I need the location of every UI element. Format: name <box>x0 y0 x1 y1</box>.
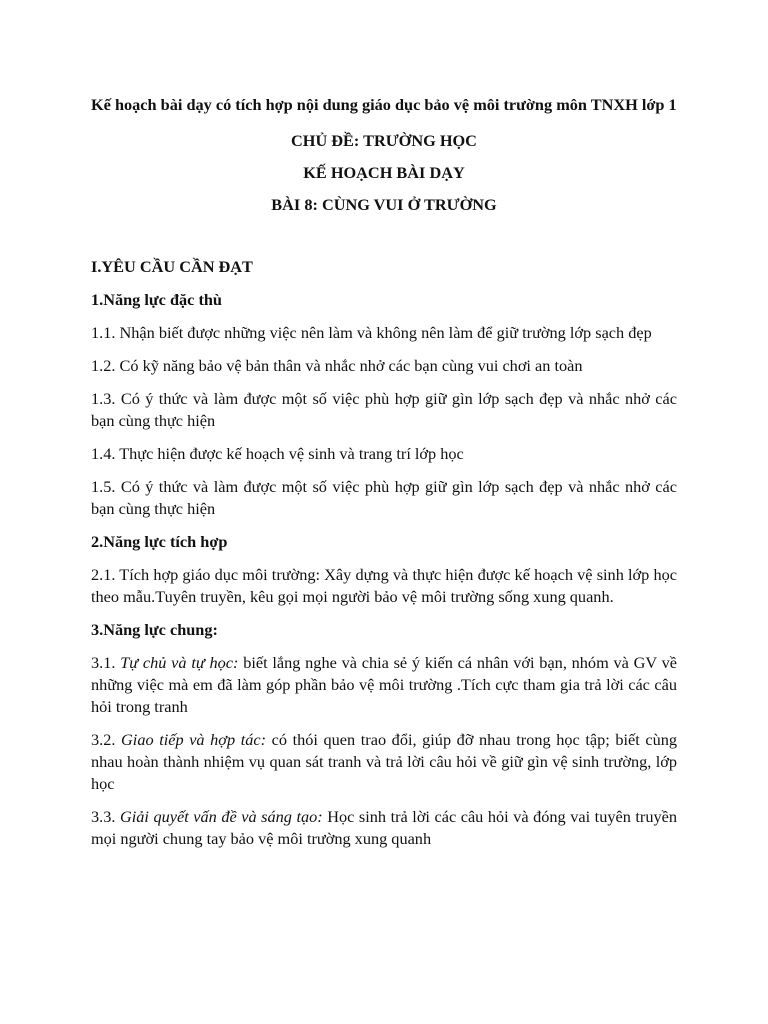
item-number: 3.1. <box>91 653 121 672</box>
list-item <box>91 729 677 795</box>
list-item: 2.1. Tích hợp giáo dục môi trường: Xây dựng và thực hiện được kế hoạch vệ sinh lớp học theo mẫu.Tuyên truyền, kêu gọi mọi người bảo vệ môi trường sống xung quanh. <box>91 565 677 606</box>
item-text: Học sinh trả lời các câu hỏi và đóng vai tuyên truyền mọi người chung tay bảo vệ môi trường xung quanh <box>91 807 677 848</box>
item-number: 3.2. <box>91 730 122 749</box>
list-item: 1.1. Nhận biết được những việc nên làm và không nên làm để giữ trường lớp sạch đẹp <box>91 323 652 342</box>
subsection-heading-integrated: 2.Năng lực tích hợp <box>91 532 228 551</box>
item-text: biết lắng nghe và chia sẻ ý kiến cá nhân với bạn, nhóm và GV về những việc mà em đã làm góp phần bảo vệ môi trường .Tích cực tham gia trả lời các câu hỏi trong tranh <box>91 653 677 716</box>
subsection-heading-general: 3.Năng lực chung: <box>91 620 218 639</box>
lesson-heading: BÀI 8: CÙNG VUI Ở TRƯỜNG <box>271 195 497 214</box>
list-item <box>91 806 677 850</box>
list-item: 1.5. Có ý thức và làm được một số việc phù hợp giữ gìn lớp sạch đẹp và nhắc nhở các bạn cùng thực hiện <box>91 477 677 518</box>
item-number: 3.3. <box>91 807 120 826</box>
item-text: có thói quen trao đổi, giúp đỡ nhau trong học tập; biết cùng nhau hoàn thành nhiệm vụ quan sát tranh và trả lời câu hỏi về giữ gìn vệ sinh trường, lớp học <box>91 730 678 793</box>
list-item: 1.2. Có kỹ năng bảo vệ bản thân và nhắc nhở các bạn cùng vui chơi an toàn <box>91 356 583 375</box>
list-item: 1.3. Có ý thức và làm được một số việc phù hợp giữ gìn lớp sạch đẹp và nhắc nhở các bạn cùng thực hiện <box>91 389 677 430</box>
document-title: Kế hoạch bài dạy có tích hợp nội dung giáo dục bảo vệ môi trường môn TNXH lớp 1 <box>91 95 677 114</box>
item-label: Giao tiếp và hợp tác: <box>121 730 267 749</box>
topic-heading: CHỦ ĐỀ: TRƯỜNG HỌC <box>291 131 477 150</box>
section-heading-requirements: I.YÊU CẦU CẦN ĐẠT <box>91 257 253 276</box>
plan-heading: KẾ HOẠCH BÀI DẠY <box>303 163 465 182</box>
item-label: Tự chủ và tự học: <box>120 653 239 672</box>
list-item <box>91 652 677 718</box>
subsection-heading-specific: 1.Năng lực đặc thù <box>91 290 222 309</box>
list-item: 1.4. Thực hiện được kế hoạch vệ sinh và trang trí lớp học <box>91 444 464 463</box>
item-label: Giải quyết vấn đề và sáng tạo: <box>119 807 323 826</box>
